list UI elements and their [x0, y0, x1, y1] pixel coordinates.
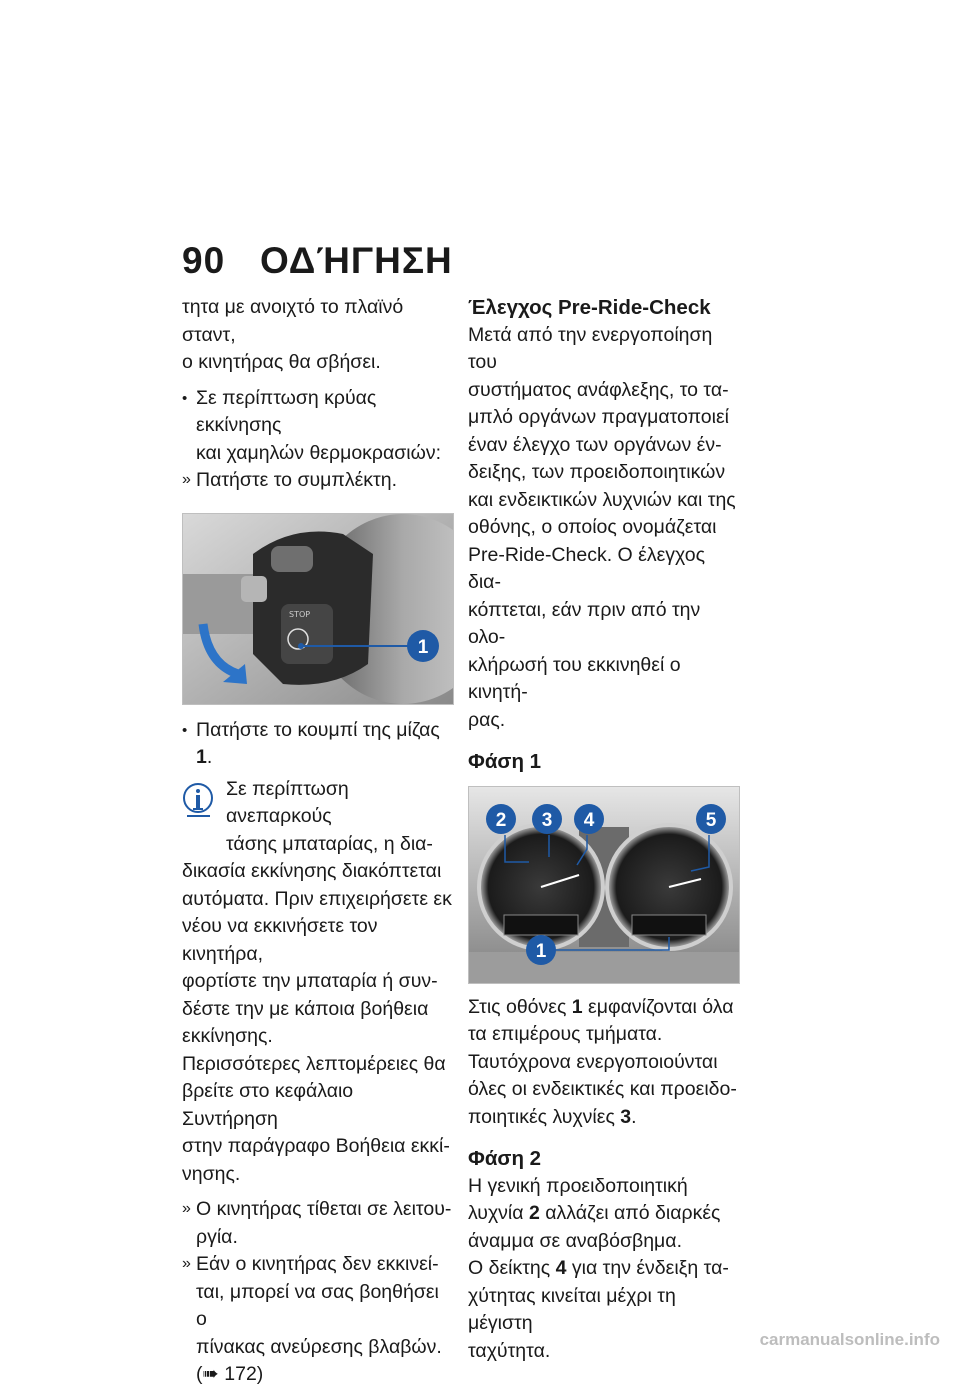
callout-4: 4	[583, 809, 595, 831]
result-engine-runs: » Ο κινητήρας τίθεται σε λειτου- ργία.	[182, 1196, 454, 1251]
page-header	[182, 240, 453, 282]
phase-2-text: Η γενική προειδοποιητική λυχνία 2 αλλάζει από διαρκές άναμμα σε αναβόσβημα. Ο δείκτης 4 για την ένδειξη τα- χύτητας κινείται μέχρι τη μέγιστη ταχύτητα.	[468, 1174, 729, 1362]
info-note	[182, 776, 454, 859]
svg-text:STOP: STOP	[289, 609, 311, 619]
instrument-cluster-figure	[468, 786, 740, 984]
note-continued: δικασία εκκίνησης διακόπτεται αυτόματα. Πριν επιχειρήσετε εκ νέου να εκκινήσετε τον κινητήρα, φορτίστε την μπαταρία ή συν- δέστε την με κάποια βοήθεια εκκίνησης. Περισσότερες λεπτομέρειες θα βρείτε στο κεφάλαιο Συντήρηση στην παράγραφο Βοήθεια εκκί- νησης.	[182, 860, 452, 1185]
page-number: 90	[182, 240, 226, 281]
left-column	[182, 294, 454, 1389]
figure-callout-1: 1	[417, 636, 429, 658]
phase-2-heading: Φάση 2	[468, 1147, 542, 1170]
page-reference[interactable]: 172)	[218, 1363, 264, 1385]
pre-ride-check-intro: Μετά από την ενεργοποίηση του συστήματος ανάφλεξης, το τα- μπλό οργάνων πραγματοποιεί έναν έλεγχο των οργάνων έν- δειξης, των προειδοποιητικών και ενδεικτικών λυχνιών και της οθόνης, ο οποίος ονομάζεται Pre-Ride-Check. Ο έλεγχος δια- κόπτεται, εάν πριν από την ολο- κλήρωσή του εκκινηθεί ο κινητή- ρας.	[468, 323, 736, 731]
info-icon	[182, 782, 214, 831]
callout-3: 3	[541, 809, 553, 831]
right-column	[468, 294, 740, 1365]
callout-1: 1	[535, 940, 547, 962]
bullet-press-starter: • Πατήστε το κουμπί της μίζας 1.	[182, 717, 454, 772]
callout-2: 2	[495, 809, 507, 831]
starter-button-figure	[182, 513, 454, 705]
note-line-2: τάσης μπαταρίας, η δια-	[226, 832, 433, 855]
page-ref-arrow-icon: ➠	[202, 1363, 219, 1385]
callout-5: 5	[705, 809, 717, 831]
section-title: ΟΔΉΓΗΣΗ	[260, 240, 453, 281]
continued-text: τητα με ανοιχτό το πλαϊνό σταντ, ο κινητήρας θα σβήσει.	[182, 296, 404, 373]
pre-ride-check-heading: Έλεγχος Pre-Ride-Check	[468, 296, 711, 319]
bullet-cold-start: • Σε περίπτωση κρύας εκκίνησης και χαμηλών θερμοκρασιών:	[182, 385, 454, 468]
result-troubleshooting: » Εάν ο κινητήρας δεν εκκινεί- ται, μπορεί να σας βοηθήσει ο πίνακας ανεύρεσης βλαβών. (➠ 172)	[182, 1251, 454, 1389]
phase-1-heading: Φάση 1	[468, 750, 542, 773]
phase-1-text: Στις οθόνες 1 εμφανίζονται όλα τα επιμέρους τμήματα. Ταυτόχρονα ενεργοποιούνται όλες οι ενδεικτικές και προειδο- ποιητικές λυχνίες 3.	[468, 995, 737, 1128]
note-line-1: Σε περίπτωση ανεπαρκούς	[226, 777, 349, 827]
result-press-clutch: » Πατήστε το συμπλέκτη.	[182, 467, 454, 495]
watermark: carmanualsonline.info	[759, 1330, 940, 1349]
